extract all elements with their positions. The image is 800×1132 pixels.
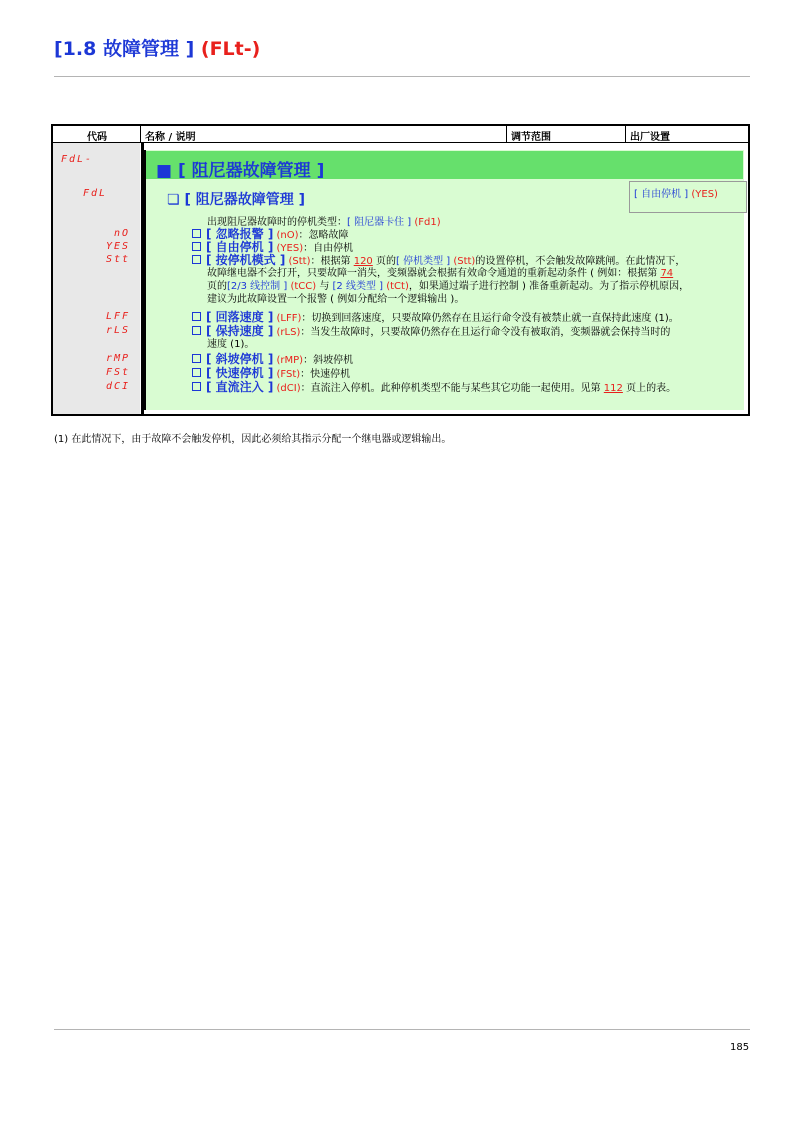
- option-Stt-line2: 故障继电器不会打开，只要故障一消失，变频器就会根据有效命令通道的重新起动条件 ( 例如：根据第 74: [207, 268, 674, 279]
- table-header: [53, 126, 748, 143]
- code-YES: YES: [106, 241, 131, 252]
- footnote: (1) 在此情况下，由于故障不会触发停机，因此必须给其指示分配一个继电器或逻辑输出。: [54, 434, 452, 445]
- code-dCI: dCI: [106, 381, 131, 392]
- header-factory: 出厂设置: [630, 132, 670, 143]
- factory-code: (YES): [691, 189, 718, 200]
- code-LFF: LFF: [106, 311, 131, 322]
- header-range: 调节范围: [511, 132, 551, 143]
- header-name: 名称 / 说明: [145, 132, 196, 143]
- top-divider: [54, 76, 750, 77]
- bottom-divider: [54, 1029, 750, 1030]
- header-code: 代码: [87, 132, 107, 143]
- code-Stt: Stt: [106, 254, 131, 265]
- option-rLS: [ 保持速度 ] (rLS)：当发生故障时，只要故障仍然存在且运行命令没有被取消，变频器就会保持当时的: [192, 325, 742, 339]
- param-title: ❏ [ 阻尼器故障管理 ]: [167, 192, 305, 208]
- option-Stt-line4: 建议为此故障设置一个报警 ( 例如分配给一个逻辑输出 )。: [207, 294, 465, 305]
- option-dCI: [ 直流注入 ] (dCI)：直流注入停机。此种停机类型不能与某些其它功能一起使用。见第 112 页上的表。: [192, 381, 752, 395]
- menu-code: FdL-: [61, 154, 94, 165]
- option-LFF: [ 回落速度 ] (LFF)：切换到回落速度，只要故障仍然存在且运行命令没有被禁止就一直保持此速度 (1)。: [192, 311, 742, 325]
- page-number: 185: [730, 1042, 750, 1053]
- intro-text: 出现阻尼器故障时的停机类型：[ 阻尼器卡住 ] (Fd1): [207, 217, 441, 228]
- option-Stt: [ 按停机模式 ] (Stt)：根据第 120 页的[ 停机类型 ] (Stt)的设置停机，不会触发故障跳闸。在此情况下，: [192, 254, 742, 268]
- factory-setting: [629, 181, 747, 213]
- param-code: FdL: [83, 188, 108, 199]
- option-Stt-line3: 页的[2/3 线控制 ] (tCC) 与 [2 线类型 ] (tCt)，如果通过端子进行控制 ) 准备重新起动。为了指示停机原因，: [207, 281, 690, 292]
- factory-label: [ 自由停机 ]: [634, 189, 689, 200]
- page-title-code: (FLt-): [200, 38, 261, 60]
- option-FSt: [ 快速停机 ] (FSt)：快速停机: [192, 367, 350, 381]
- page-title-text: [1.8 故障管理 ]: [54, 38, 195, 60]
- option-rLS-line2: 速度 (1)。: [207, 339, 255, 350]
- code-FSt: FSt: [106, 367, 131, 378]
- option-rMP: [ 斜坡停机 ] (rMP)：斜坡停机: [192, 353, 353, 367]
- page-title: [54, 34, 260, 61]
- option-YES: [ 自由停机 ] (YES)：自由停机: [192, 241, 353, 255]
- code-nO: nO: [114, 228, 131, 239]
- menu-title: ■ [ 阻尼器故障管理 ]: [156, 161, 325, 181]
- code-rMP: rMP: [106, 353, 131, 364]
- option-nO: [ 忽略报警 ] (nO)：忽略故障: [192, 228, 349, 242]
- parameter-table: [51, 124, 750, 416]
- code-rLS: rLS: [106, 325, 131, 336]
